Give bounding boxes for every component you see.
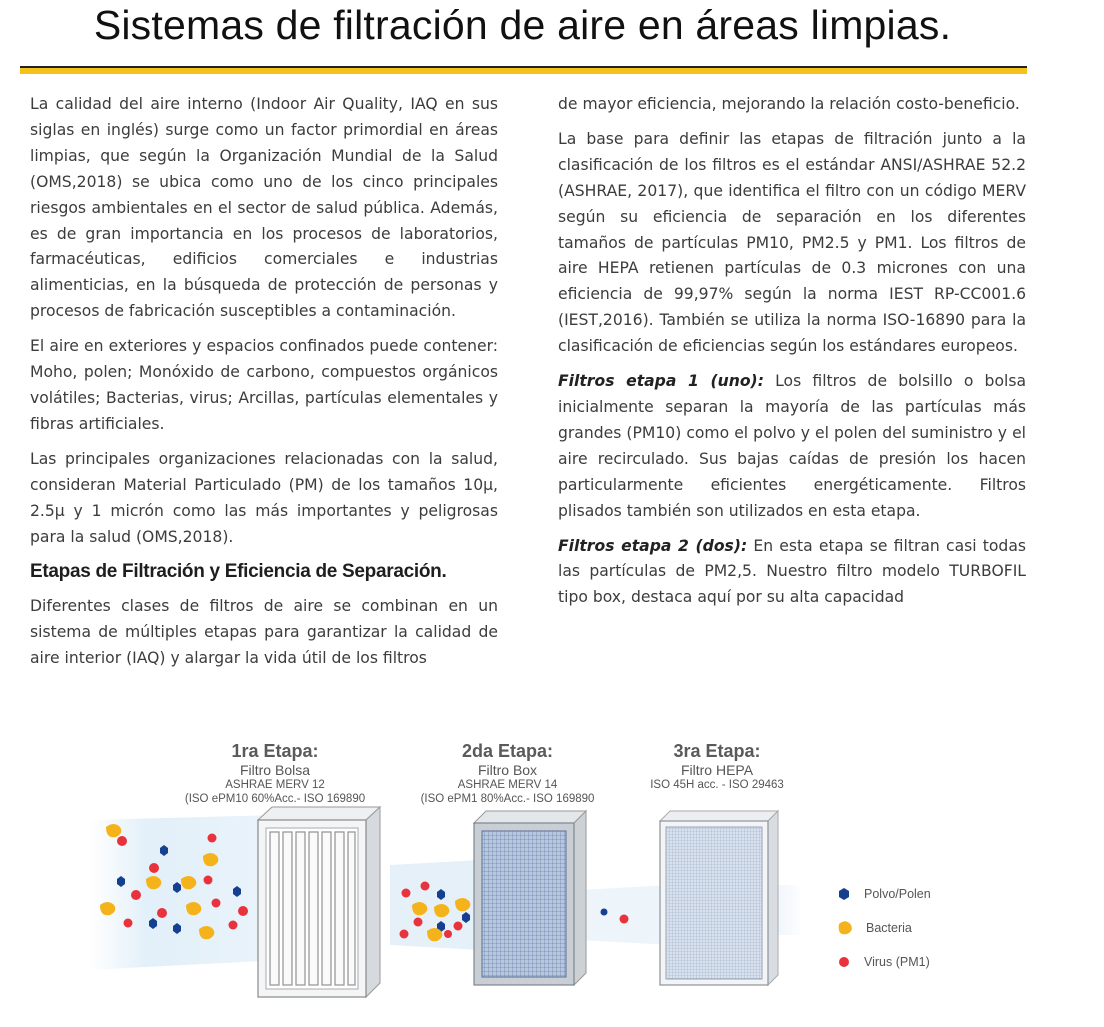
- stage-2-title: 2da Etapa:: [461, 741, 554, 761]
- paragraph-standards: La base para definir las etapas de filtración junto a la clasificación de los filtros es el estándar ANSI/ASHRAE 52.2 (ASHRAE, 2017), que identifica el filtro con un código MERV según su eficiencia de separación en los diferentes tamaños de partículas PM10, PM2.5 y PM1. Los filtros de aire HEPA retienen partículas de 0.3 micrones con una eficiencia de 99,97% según la norma IEST RP-CC001.6 (IEST,2016). También se utiliza la norma ISO-16890 para la clasificación de eficiencias según los estándares europeos.: [558, 129, 1026, 356]
- paragraph-stages-intro: Diferentes clases de filtros de aire se combinan en un sistema de múltiples etapas para garantizar la calidad de aire interior (IAQ) y alargar la vida útil de los filtros: [30, 597, 498, 668]
- legend-bacteria-label: Bacteria: [866, 921, 912, 935]
- stage-1-title: 1ra Etapa:: [231, 741, 319, 761]
- left-column: [30, 92, 498, 681]
- stage-3-name: Filtro HEPA: [680, 762, 754, 778]
- paragraph-iaq: La calidad del aire interno (Indoor Air Quality, IAQ en sus siglas en inglés) surge como un factor primordial en áreas limpias, que según la Organización Mundial de la Salud (OMS,2018) se ubica como uno de los cinco principales riesgos ambientales en el sector de salud pública. Además, es de gran importancia en los procesos de laboratorios, farmacéuticas, edificios comerciales e industrias alimenticias, en la búsqueda de protección de personas y procesos de fabricación susceptibles a contaminación.: [30, 95, 498, 321]
- stage-3-rating: ISO 45H acc. - ISO 29463: [650, 779, 784, 791]
- legend-polen: [838, 877, 931, 911]
- paragraph-stage2: [558, 534, 1026, 612]
- stage-2-iso: (ISO ePM1 80%Acc.- ISO 169890: [420, 793, 595, 805]
- paragraph-contaminants: El aire en exteriores y espacios confinados puede contener: Moho, polen; Monóxido de carbono, compuestos orgánicos volátiles; Bacterias, virus; Arcillas, partículas elementales y fibras artificiales.: [30, 337, 498, 433]
- bean-icon: [838, 921, 852, 935]
- virus-icon: [838, 956, 850, 968]
- box-filter-icon: [474, 811, 586, 985]
- paragraph-cost-benefit: de mayor eficiencia, mejorando la relación costo-beneficio.: [558, 95, 1020, 113]
- filtration-diagram: [0, 735, 1104, 1027]
- legend-virus-label: Virus (PM1): [864, 955, 930, 969]
- stage-3-title: 3ra Etapa:: [673, 741, 761, 761]
- filter-illustration: [0, 735, 1104, 1027]
- stage-1-name: Filtro Bolsa: [239, 762, 311, 778]
- stage2-label: Filtros etapa 2 (dos):: [558, 536, 748, 555]
- stage-1-iso: (ISO ePM10 60%Acc.- ISO 169890: [184, 793, 366, 805]
- paragraph-stage1: [558, 369, 1026, 524]
- stage-2-rating: ASHRAE MERV 14: [457, 779, 558, 791]
- stage-2-name: Filtro Box: [477, 762, 538, 778]
- hepa-filter-icon: [660, 811, 778, 985]
- stage2-text: En esta etapa se filtran casi todas las partículas de PM2,5. Nuestro filtro modelo TURBOFIL tipo box, destaca aquí por su alta capacidad: [558, 536, 1026, 607]
- legend-polen-label: Polvo/Polen: [864, 887, 931, 901]
- section-heading: Etapas de Filtración y Eficiencia de Separación.: [30, 561, 447, 583]
- stage-1-rating: ASHRAE MERV 12: [225, 779, 325, 791]
- page-title: Sistemas de filtración de aire en áreas limpias.: [93, 2, 952, 48]
- title-rule-gold: [20, 68, 1027, 74]
- legend-virus: [838, 945, 931, 979]
- bag-filter-icon: [258, 807, 380, 997]
- stage1-label: Filtros etapa 1 (uno):: [558, 372, 764, 391]
- particle-legend: [838, 877, 931, 979]
- right-column: [558, 92, 1026, 620]
- stage1-text: Los filtros de bolsillo o bolsa inicialmente separan la mayoría de las partículas más grandes (PM10) como el polvo y el polen del suministro y el aire recirculado. Sus bajas caídas de presión los hacen particularmente eficientes energéticamente. Filtros plisados también son utilizados en esta etapa.: [558, 372, 1026, 520]
- paragraph-particulate: Las principales organizaciones relacionadas con la salud, consideran Material Particulado (PM) de los tamaños 10µ, 2.5µ y 1 micrón como las más importantes y peligrosas para la salud (OMS,2018).: [30, 449, 498, 546]
- legend-bacteria: [838, 911, 931, 945]
- hexagon-icon: [838, 888, 850, 900]
